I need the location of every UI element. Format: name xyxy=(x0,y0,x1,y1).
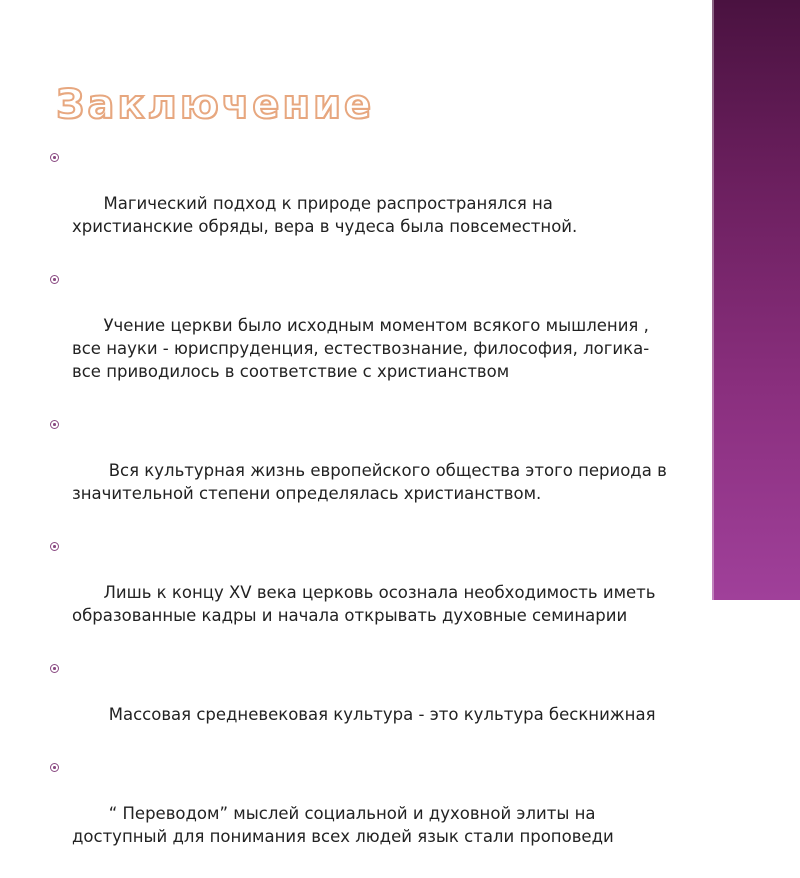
circle-bullet-icon xyxy=(50,542,59,551)
slide-title: Заключение xyxy=(56,82,375,128)
bullet-item xyxy=(48,657,678,749)
bullet-item xyxy=(48,146,678,261)
bullet-text: Вся культурная жизнь европейского общества этого периода в значительной степени определялась христианством. xyxy=(72,461,673,503)
bullet-text: Массовая средневековая культура - это культура бескнижная xyxy=(103,705,656,724)
decorative-side-band xyxy=(712,0,800,600)
bullet-text: “ Переводом” мыслей социальной и духовной элиты на доступный для понимания всех людей язык стали проповеди xyxy=(72,804,614,846)
bullet-item xyxy=(48,268,678,406)
circle-bullet-icon xyxy=(50,275,59,284)
bullet-list xyxy=(48,146,678,878)
bullet-item xyxy=(48,535,678,650)
bullet-item xyxy=(48,756,678,871)
bullet-text: Учение церкви было исходным моментом всякого мышления , все науки - юриспруденция, естествознание, философия, логика- все приводилось в соответствие с христианством xyxy=(72,316,655,381)
bullet-text: Магический подход к природе распространялся на христианские обряды, вера в чудеса была повсеместной. xyxy=(72,194,578,236)
circle-bullet-icon xyxy=(50,664,59,673)
bullet-item xyxy=(48,413,678,528)
bullet-text: Лишь к концу XV века церковь осознала необходимость иметь образованные кадры и начала открывать духовные семинарии xyxy=(72,583,661,625)
circle-bullet-icon xyxy=(50,763,59,772)
circle-bullet-icon xyxy=(50,153,59,162)
circle-bullet-icon xyxy=(50,420,59,429)
